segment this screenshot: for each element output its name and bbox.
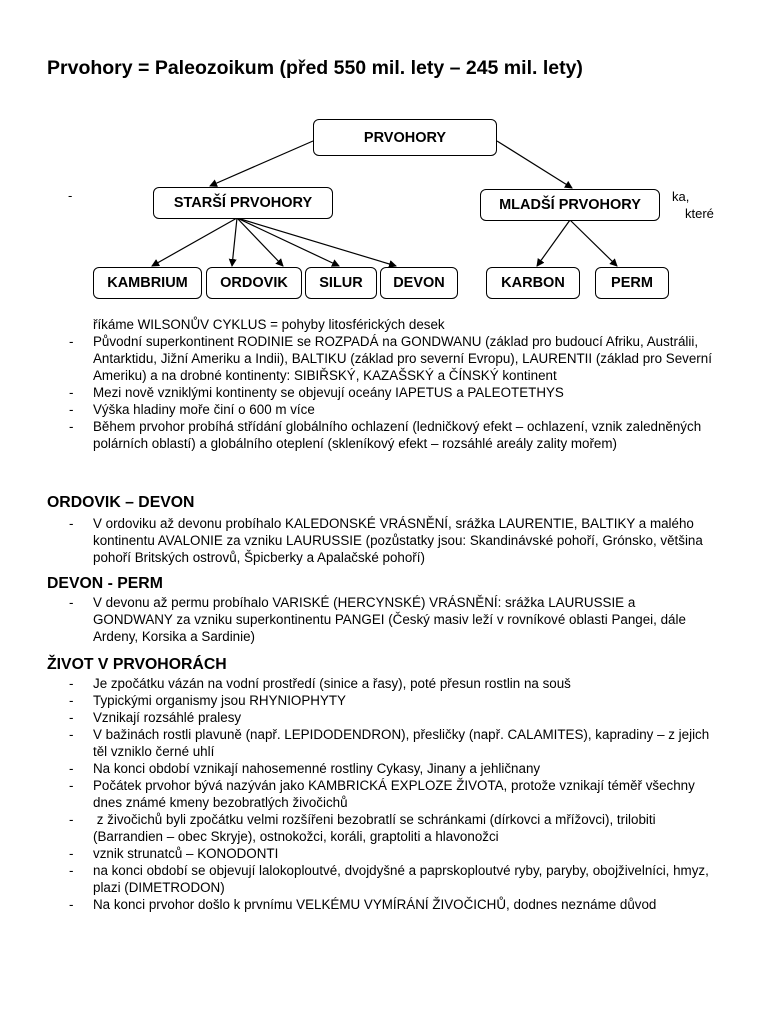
arrow-younger-to-perm — [570, 220, 617, 266]
clipped-text-fragment: které — [685, 206, 714, 221]
node-perm: PERM — [595, 267, 669, 299]
list-item: - Původní superkontinent RODINIE se ROZPADÁ na GONDWANU (základ pro budoucí Afriku, Austrálii, Antarktidu, Jižní Ameriku a Indii), BALTIKU (základ pro severní Evropu), LAURENTII (základ pro Severní Ameriku) a na drobné kontinenty: SIBIŘSKÝ, KAZAŠSKÝ a ČÍNSKÝ kontinent — [69, 334, 712, 383]
arrow-older-to-devon-2 — [237, 218, 396, 266]
node-ordovik: ORDOVIK — [206, 267, 302, 299]
era-diagram — [0, 0, 768, 320]
list-item: - V ordoviku až devonu probíhalo KALEDONSKÉ VRÁSNĚNÍ, srážka LAURENTIE, BALTIKY a malého kontinentu AVALONIE za vzniku LAURUSSIE (pozůstatky jsou: Skandinávské pohoří, Grónsko, většina pohoří Britských ostrovů, Špicberky a Apalačské pohoří) — [69, 516, 703, 565]
section-heading-devon-perm: DEVON - PERM — [47, 575, 163, 592]
zivot-list — [0, 675, 768, 913]
list-item: - Počátek prvohor bývá nazýván jako KAMBRICKÁ EXPLOZE ŽIVOTA, protože vznikají téměř všechny dnes známé kmeny bezobratlých živočichů — [69, 778, 695, 810]
list-dash: - — [68, 188, 73, 203]
section-heading-zivot: ŽIVOT V PRVOHORÁCH — [47, 656, 227, 673]
arrow-older-to-devon — [237, 218, 339, 266]
list-item: - Na konci období vznikají nahosemenné rostliny Cykasy, Jinany a jehličnany — [69, 761, 541, 776]
list-item: - Na konci prvohor došlo k prvnímu VELKÉMU VYMÍRÁNÍ ŽIVOČICHŮ, dodnes neznáme důvod — [69, 897, 657, 912]
node-kambrium: KAMBRIUM — [93, 267, 202, 299]
list-item: - z živočichů byli zpočátku velmi rozšířeni bezobratlí se schránkami (dírkovci a mřížovci), trilobiti (Barrandien – obec Skryje), ostnokožci, koráli, graptoliti a hlavonožci — [69, 812, 660, 844]
list-item: - Vznikají rozsáhlé pralesy — [69, 710, 242, 725]
list-item: - na konci období se objevují lalokoploutvé, dvojdyšné a paprskoploutvé ryby, paryby, obojživelníci, hmyz, plazi (DIMETRODON) — [69, 863, 709, 895]
list-item: - Během prvohor probíhá střídání globálního ochlazení (ledničkový efekt – ochlazení, vznik zaledněných polárních oblastí) a globálního oteplení (skleníkový efekt – rozsáhlé areály zality mořem) — [69, 419, 702, 451]
list-item: - V devonu až permu probíhalo VARISKÉ (HERCYNSKÉ) VRÁSNĚNÍ: srážka LAURUSSIE a GONDWANY za vzniku superkontinentu PANGEI (Český masiv leží v rovníkové oblasti Pangei, dále Ardeny, Korsika a Sardinie) — [69, 595, 686, 644]
list-item: - Mezi nově vzniklými kontinenty se objevují oceány IAPETUS a PALEOTETHYS — [69, 385, 564, 400]
list-item: - Výška hladiny moře činí o 600 m více — [69, 402, 315, 417]
arrow-older-to-ordovik — [232, 218, 237, 266]
node-silur: SILUR — [305, 267, 377, 299]
node-karbon: KARBON — [486, 267, 580, 299]
devon-perm-list — [0, 594, 768, 645]
clipped-text-fragment: ka, — [672, 189, 690, 204]
arrow-root-to-older — [210, 141, 313, 186]
ordovik-devon-list — [0, 515, 768, 566]
node-starsi-prvohory: STARŠÍ PRVOHORY — [153, 187, 333, 219]
arrow-older-to-kambrium — [152, 218, 237, 266]
node-devon: DEVON — [380, 267, 458, 299]
page-title: Prvohory = Paleozoikum (před 550 mil. lety – 245 mil. lety) — [47, 57, 583, 79]
arrow-younger-to-karbon — [537, 220, 570, 266]
list-item: - vznik strunatců – KONODONTI — [69, 846, 279, 861]
list-item: - Je zpočátku vázán na vodní prostředí (sinice a řasy), poté přesun rostlin na souš — [69, 676, 571, 691]
section-heading-ordovik-devon: ORDOVIK – DEVON — [47, 494, 195, 511]
list-item: - Typickými organismy jsou RHYNIOPHYTY — [69, 693, 346, 708]
intro-list — [0, 333, 768, 452]
intro-continuation: říkáme WILSONŮV CYKLUS = pohyby litosférických desek — [93, 317, 445, 332]
node-prvohory: PRVOHORY — [313, 119, 497, 156]
node-mladsi-prvohory: MLADŠÍ PRVOHORY — [480, 189, 660, 221]
list-item: - V bažinách rostli plavuně (např. LEPIDODENDRON), přesličky (např. CALAMITES), kapradiny – z jejich těl vzniklo černé uhlí — [69, 727, 710, 759]
arrow-root-to-younger — [497, 141, 572, 188]
